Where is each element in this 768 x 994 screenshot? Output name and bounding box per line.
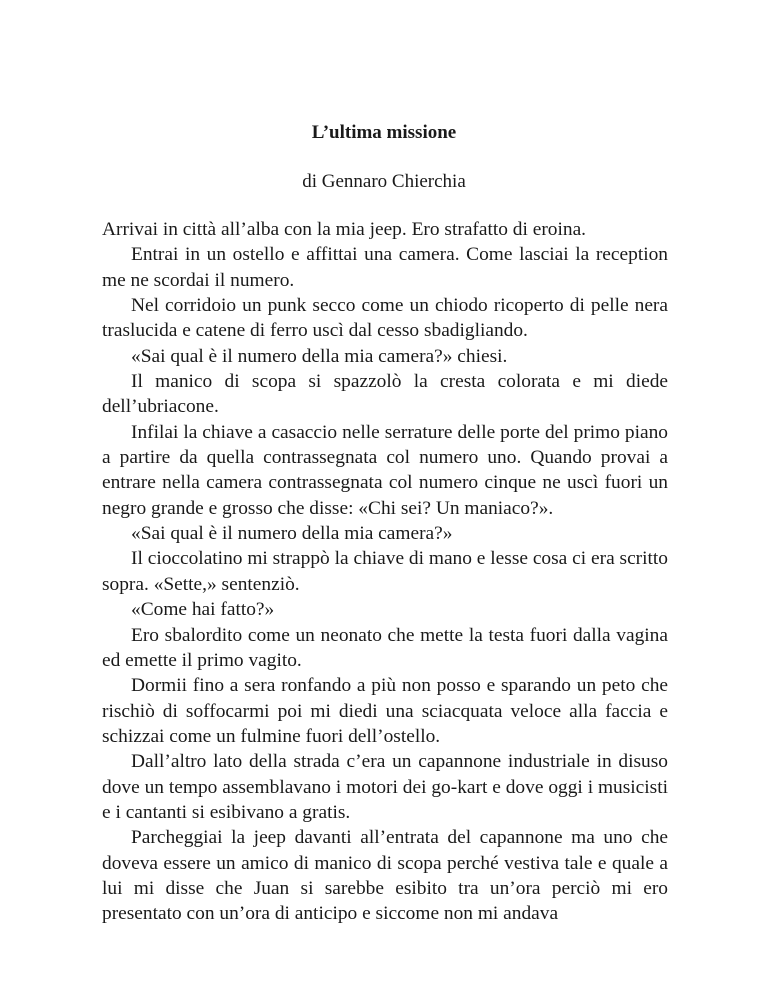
paragraph: Infilai la chiave a casaccio nelle serrature delle porte del primo piano a partire da quella contrassegnata col numero uno. Quando provai a entrare nella camera contrassegnata col numero cinque ne uscì fuori un negro grande e grosso che disse: «Chi sei? Un maniaco?». (102, 421, 668, 519)
paragraph: Ero sbalordito come un neonato che mette la testa fuori dalla vagina ed emette il primo vagito. (102, 624, 668, 671)
author-byline: di Gennaro Chierchia (302, 171, 466, 192)
paragraph: Il cioccolatino mi strappò la chiave di mano e lesse cosa ci era scritto sopra. «Sette,» sentenziò. (102, 548, 668, 595)
paragraph: Il manico di scopa si spazzolò la cresta colorata e mi diede dell’ubriacone. (102, 371, 668, 418)
paragraph: Arrivai in città all’alba con la mia jeep. Ero strafatto di eroina. (102, 219, 587, 240)
paragraph: «Sai qual è il numero della mia camera?» (131, 523, 453, 545)
paragraph: «Come hai fatto?» (131, 599, 275, 621)
chapter-title: L’ultima missione (311, 122, 457, 143)
paragraph: «Sai qual è il numero della mia camera?» chiesi. (131, 345, 508, 367)
paragraph: Dormii fino a sera ronfando a più non posso e sparando un peto che rischiò di soffocarmi poi mi diedi una sciacquata veloce alla faccia e schizzai come un fulmine fuori dell’ostello. (102, 675, 668, 747)
paragraph: Dall’altro lato della strada c’era un capannone industriale in disuso dove un tempo assemblavano i motori dei go-kart e dove oggi i musicisti e i cantanti si esibivano a gratis. (102, 751, 668, 823)
paragraph: Entrai in un ostello e affittai una camera. Come lasciai la reception me ne scordai il numero. (102, 244, 668, 291)
paragraph: Parcheggiai la jeep davanti all’entrata del capannone ma uno che doveva essere un amico di manico di scopa perché vestiva tale e quale a lui mi disse che Juan si sarebbe esibito tra un’ora perciò mi ero presentato con un’ora di anticipo e siccome non mi andava (102, 827, 668, 925)
paragraph: Nel corridoio un punk secco come un chiodo ricoperto di pelle nera traslucida e catene di ferro uscì dal cesso sbadigliando. (102, 295, 668, 342)
story-body (102, 217, 668, 927)
